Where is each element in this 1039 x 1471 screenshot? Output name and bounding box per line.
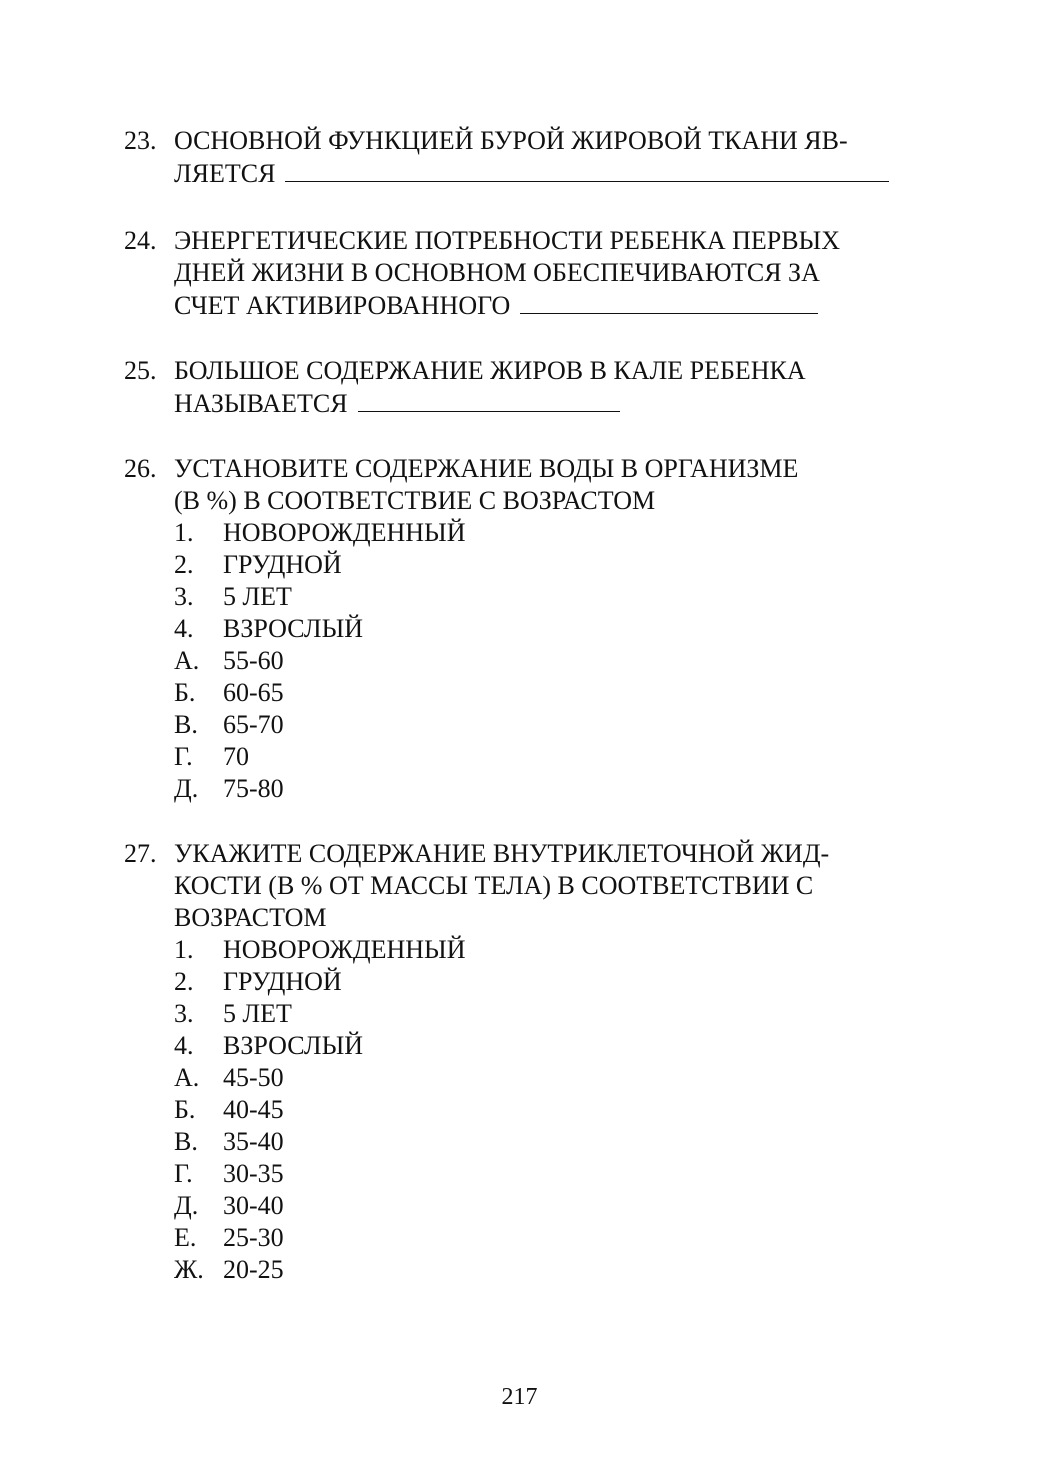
option-item (174, 1254, 914, 1286)
option-item (174, 549, 914, 581)
option-label: 4. (174, 614, 194, 643)
option-item (174, 645, 914, 677)
option-label: В. (174, 1127, 198, 1156)
option-label: 1. (174, 518, 194, 547)
question-line: НАЗЫВАЕТСЯ (174, 389, 348, 418)
option-text: 60-65 (223, 678, 284, 707)
question-line: ВОЗРАСТОМ (174, 903, 327, 932)
option-item (174, 741, 914, 773)
question-line: КОСТИ (В % ОТ МАССЫ ТЕЛА) В СООТВЕТСТВИИ С (174, 871, 814, 900)
option-item (174, 1094, 914, 1126)
question-line-with-blank (174, 387, 914, 420)
option-label: 3. (174, 999, 194, 1028)
question-number: 26. (124, 454, 157, 483)
option-label: Г. (174, 1159, 193, 1188)
option-label: Д. (174, 774, 199, 803)
question-text (174, 453, 914, 805)
answer-blank[interactable] (520, 289, 818, 314)
option-label: Г. (174, 742, 193, 771)
option-item (174, 1062, 914, 1094)
option-label: А. (174, 646, 200, 675)
option-item (174, 1222, 914, 1254)
answer-blank[interactable] (358, 387, 620, 412)
option-text: 30-40 (223, 1191, 284, 1220)
option-item (174, 517, 914, 549)
option-list (174, 517, 914, 805)
option-item (174, 1030, 914, 1062)
option-item (174, 613, 914, 645)
option-label: Е. (174, 1223, 197, 1252)
option-label: Б. (174, 678, 196, 707)
option-item (174, 709, 914, 741)
question-26 (124, 453, 914, 805)
option-text: 75-80 (223, 774, 284, 803)
option-item (174, 773, 914, 805)
option-text: 45-50 (223, 1063, 284, 1092)
option-label: 4. (174, 1031, 194, 1060)
option-item (174, 934, 914, 966)
option-text: ГРУДНОЙ (223, 550, 342, 579)
question-number: 25. (124, 356, 157, 385)
option-item (174, 966, 914, 998)
question-list (124, 125, 914, 1286)
option-text: 5 ЛЕТ (223, 582, 292, 611)
option-list (174, 934, 914, 1286)
question-25 (124, 355, 914, 420)
option-label: 1. (174, 935, 194, 964)
question-27 (124, 838, 914, 1286)
option-label: 3. (174, 582, 194, 611)
question-number: 27. (124, 839, 157, 868)
option-text: НОВОРОЖДЕННЫЙ (223, 935, 466, 964)
question-text (174, 838, 914, 1286)
option-label: Ж. (174, 1255, 204, 1284)
question-text (174, 125, 914, 190)
question-line: (В %) В СООТВЕТСТВИЕ С ВОЗРАСТОМ (174, 486, 656, 515)
option-text: 55-60 (223, 646, 284, 675)
option-text: 25-30 (223, 1223, 284, 1252)
option-text: 30-35 (223, 1159, 284, 1188)
option-text: 20-25 (223, 1255, 284, 1284)
question-line-with-blank (174, 157, 914, 190)
option-label: А. (174, 1063, 200, 1092)
question-line: ЛЯЕТСЯ (174, 159, 276, 188)
question-line: УКАЖИТЕ СОДЕРЖАНИЕ ВНУТРИКЛЕТОЧНОЙ ЖИД- (174, 839, 830, 868)
option-item (174, 581, 914, 613)
question-line: ДНЕЙ ЖИЗНИ В ОСНОВНОМ ОБЕСПЕЧИВАЮТСЯ ЗА (174, 258, 820, 287)
question-line: ЭНЕРГЕТИЧЕСКИЕ ПОТРЕБНОСТИ РЕБЕНКА ПЕРВЫХ (174, 226, 841, 255)
option-label: В. (174, 710, 198, 739)
option-item (174, 1190, 914, 1222)
option-text: 65-70 (223, 710, 284, 739)
option-text: НОВОРОЖДЕННЫЙ (223, 518, 466, 547)
option-item (174, 1126, 914, 1158)
page-number: 217 (501, 1384, 538, 1410)
question-line: УСТАНОВИТЕ СОДЕРЖАНИЕ ВОДЫ В ОРГАНИЗМЕ (174, 454, 799, 483)
option-item (174, 677, 914, 709)
option-label: 2. (174, 550, 194, 579)
option-text: ГРУДНОЙ (223, 967, 342, 996)
option-text: 40-45 (223, 1095, 284, 1124)
option-text: 5 ЛЕТ (223, 999, 292, 1028)
option-label: Б. (174, 1095, 196, 1124)
question-line-with-blank (174, 289, 914, 322)
question-text (174, 355, 914, 420)
question-text (174, 225, 914, 322)
option-text: ВЗРОСЛЫЙ (223, 614, 364, 643)
question-number: 24. (124, 226, 157, 255)
question-line: ОСНОВНОЙ ФУНКЦИЕЙ БУРОЙ ЖИРОВОЙ ТКАНИ ЯВ- (174, 126, 848, 155)
option-item (174, 998, 914, 1030)
question-number: 23. (124, 126, 157, 155)
option-label: Д. (174, 1191, 199, 1220)
question-line: СЧЕТ АКТИВИРОВАННОГО (174, 291, 511, 320)
option-item (174, 1158, 914, 1190)
option-text: ВЗРОСЛЫЙ (223, 1031, 364, 1060)
question-23 (124, 125, 914, 190)
question-line: БОЛЬШОЕ СОДЕРЖАНИЕ ЖИРОВ В КАЛЕ РЕБЕНКА (174, 356, 806, 385)
option-text: 70 (223, 742, 249, 771)
option-text: 35-40 (223, 1127, 284, 1156)
option-label: 2. (174, 967, 194, 996)
answer-blank[interactable] (285, 157, 889, 182)
question-24 (124, 225, 914, 322)
